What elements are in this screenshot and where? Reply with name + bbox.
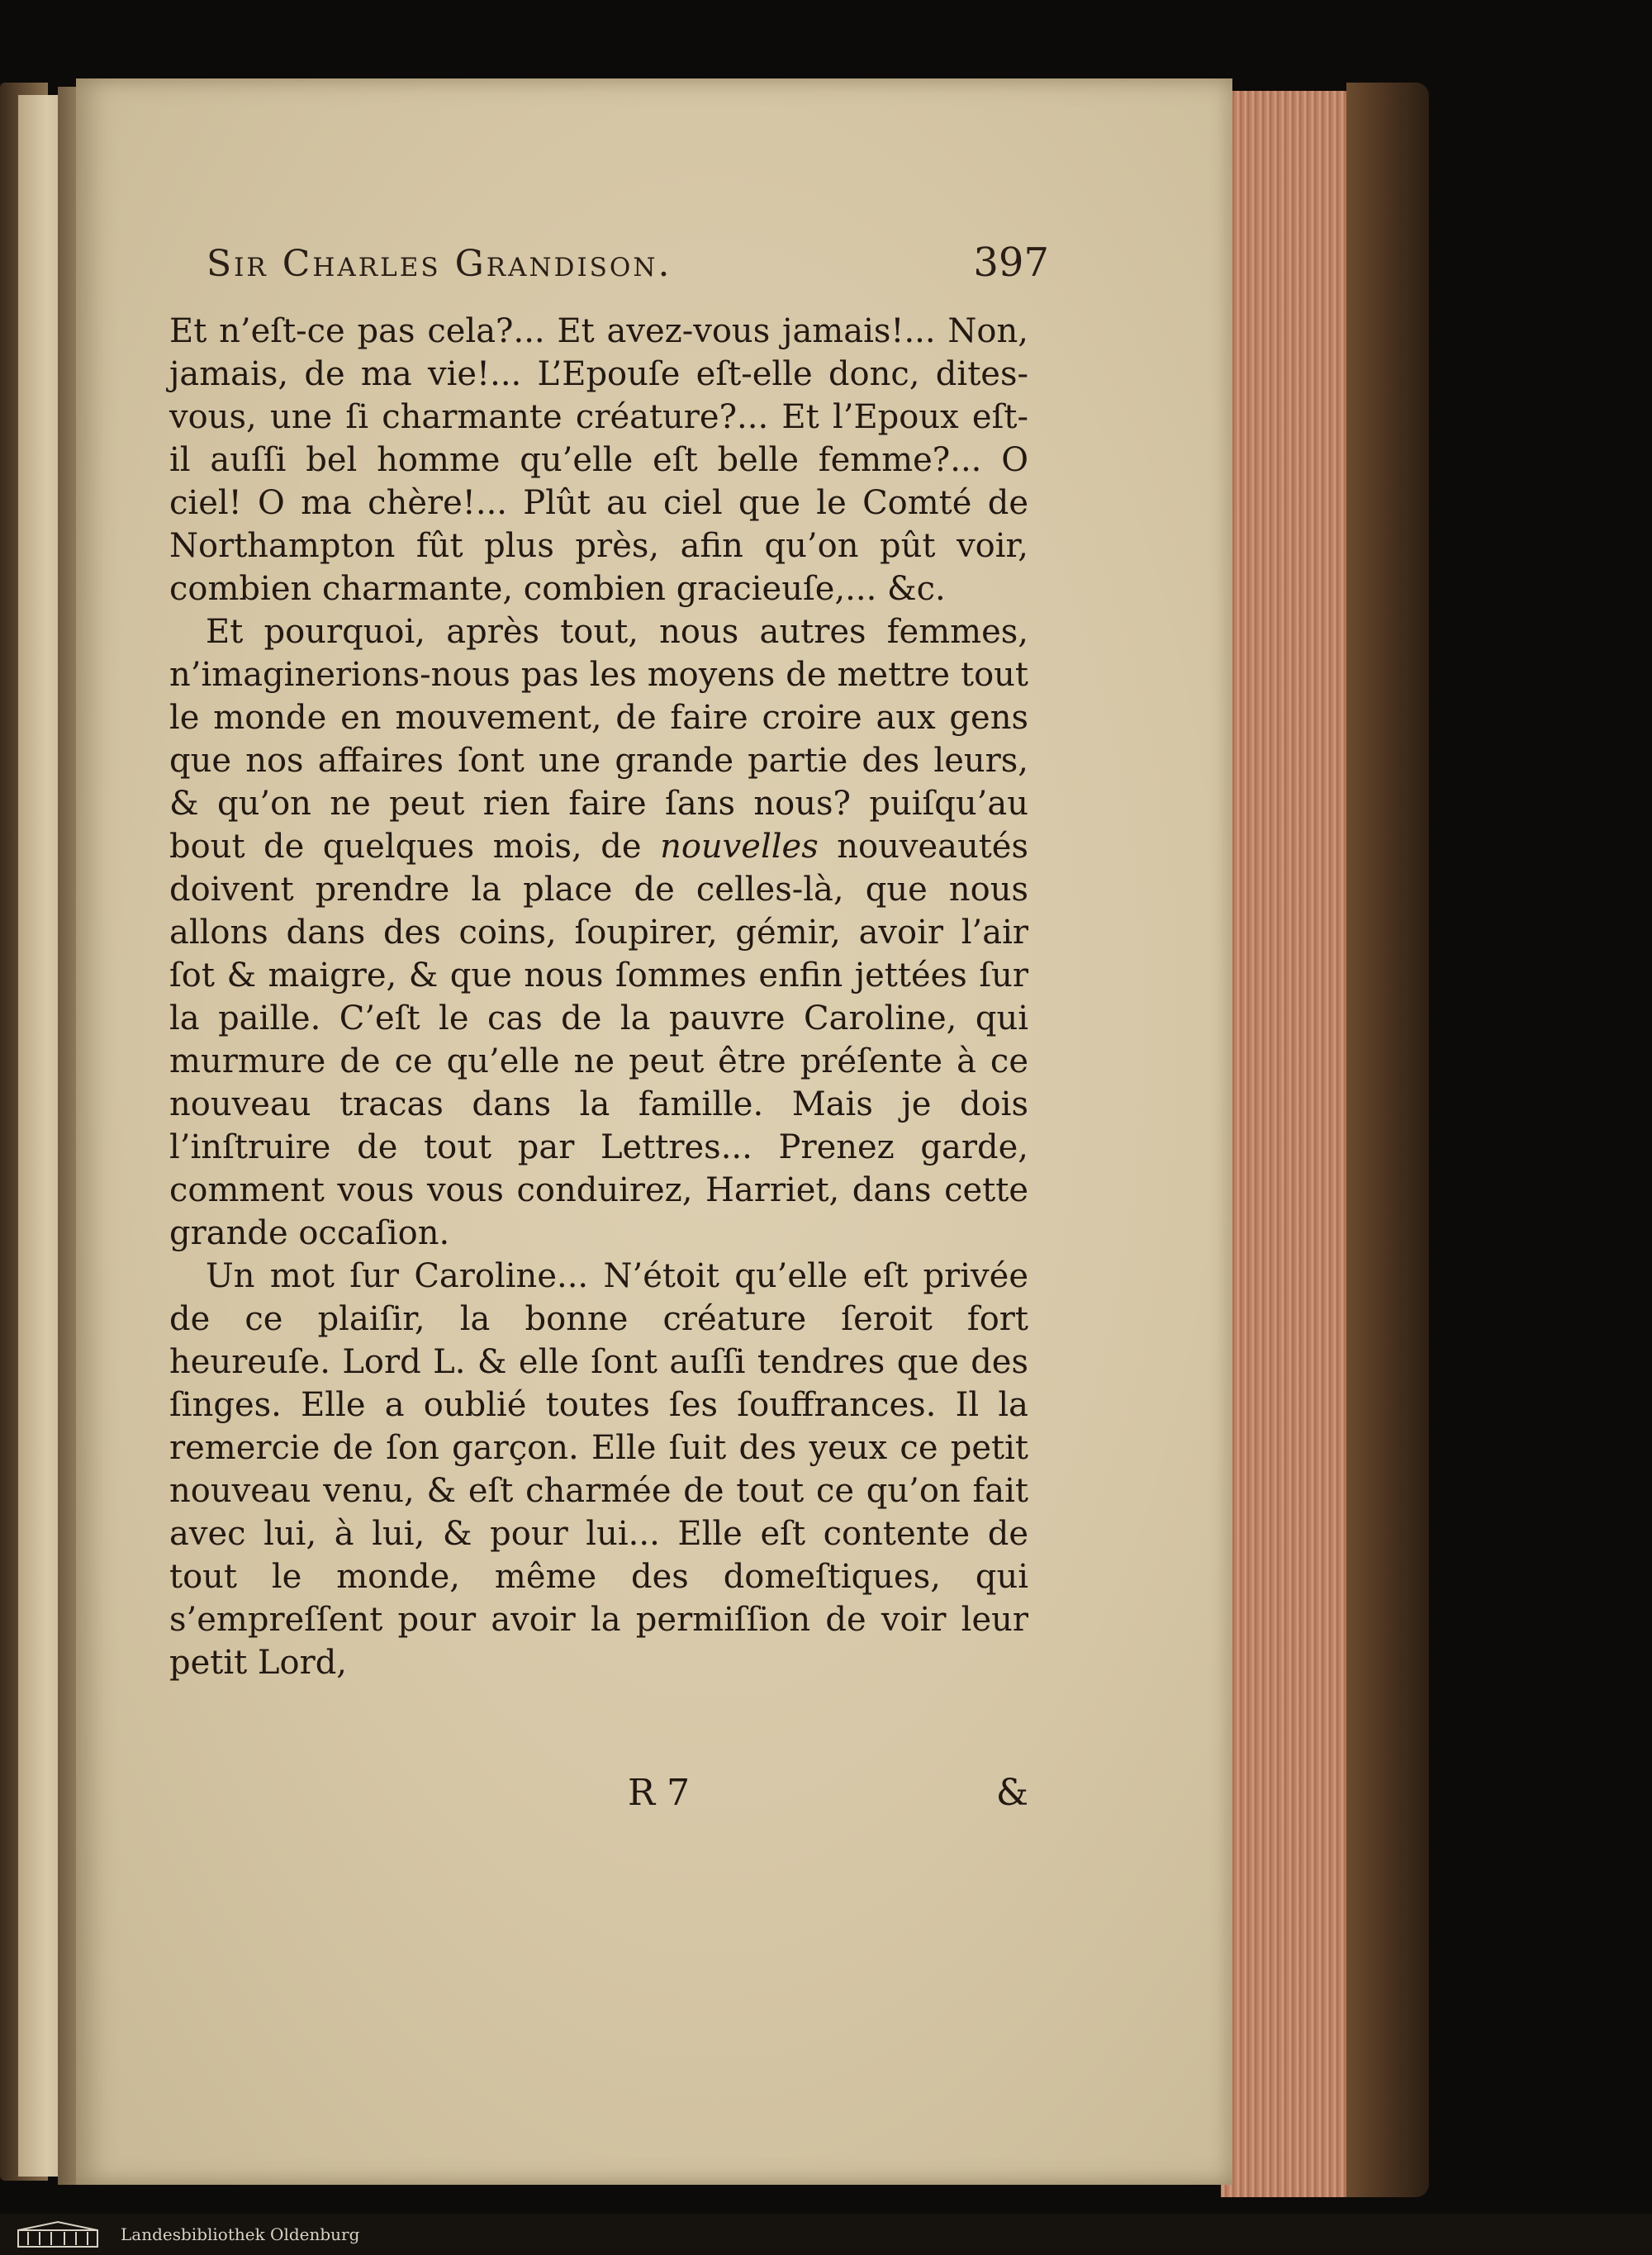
page-number: 397 [973,240,1049,286]
library-building-logo-icon [17,2220,99,2248]
viewer-footer [0,2214,1652,2255]
body-text [169,310,1028,1684]
italic-word: nouvelles [660,828,819,866]
paragraph-2 [169,610,1028,1255]
paragraph-3: Un mot ſur Caroline... N’étoit qu’elle eſt privée de ce plaiſir, la bonne créature ſeroit fort heureuſe. Lord L. & elle ſont auſſi tendres que des ſinges. Elle a oublié toutes ſes ſouffrances. Il la remercie de ſon garçon. Elle ſuit des yeux ce petit nouveau venu, & eſt charmée de tout ce qu’on fait avec lui, à lui, & pour lui... Elle eſt contente de tout le monde, même des domeſtiques, qui s’empreſſent pour avoir la permiſſion de voir leur petit Lord, [169,1257,1028,1682]
right-book-cover [1346,83,1429,2197]
paragraph-2-text: Et pourquoi, après tout, nous autres femmes, n’imaginerions-nous pas les moyens de mettre tout le monde en mouvement, de faire croire aux gens que nos affaires ſont une grande partie des leurs, & qu’on ne peut rien faire ſans nous? puiſqu’au bout de quelques mois, de [169,613,1028,866]
paragraph-2-continuation: nouveautés doivent prendre la place de celles-là, que nous allons dans des coins, ſoupirer, gémir, avoir l’air ſot & maigre, & que nous ſommes enfin jettées ſur la paille. C’eſt le cas de la pauvre Caroline, qui murmure de ce qu’elle ne peut être préſente à ce nouveau tracas dans la famille. Mais je dois l’inſtruire de tout par Lettres... Prenez garde, comment vous vous conduirez, Harriet, dans cette grande occaſion. [169,828,1029,1252]
page-header [206,240,1049,314]
signature-mark: R 7 [628,1772,691,1814]
page-footer [169,1772,1028,1821]
paragraph-1: Et n’eſt-ce pas cela?... Et avez-vous jamais!... Non, jamais, de ma vie!... L’Epouſe eſt-elle donc, dites-vous, une ſi charmante créature?... Et l’Epoux eſt-il auſſi bel homme qu’elle eſt belle femme?... O ciel! O ma chère!... Plût au ciel que le Comté de Northampton fût plus près, afin qu’on pût voir, combien charmante, combien gracieuſe,... &c. [169,312,1028,608]
catchword: & [995,1772,1028,1814]
page-edges [1221,91,1353,2197]
library-name: Landesbibliothek Oldenburg [121,2224,360,2244]
running-title: Sir Charles Grandison. [206,243,672,285]
